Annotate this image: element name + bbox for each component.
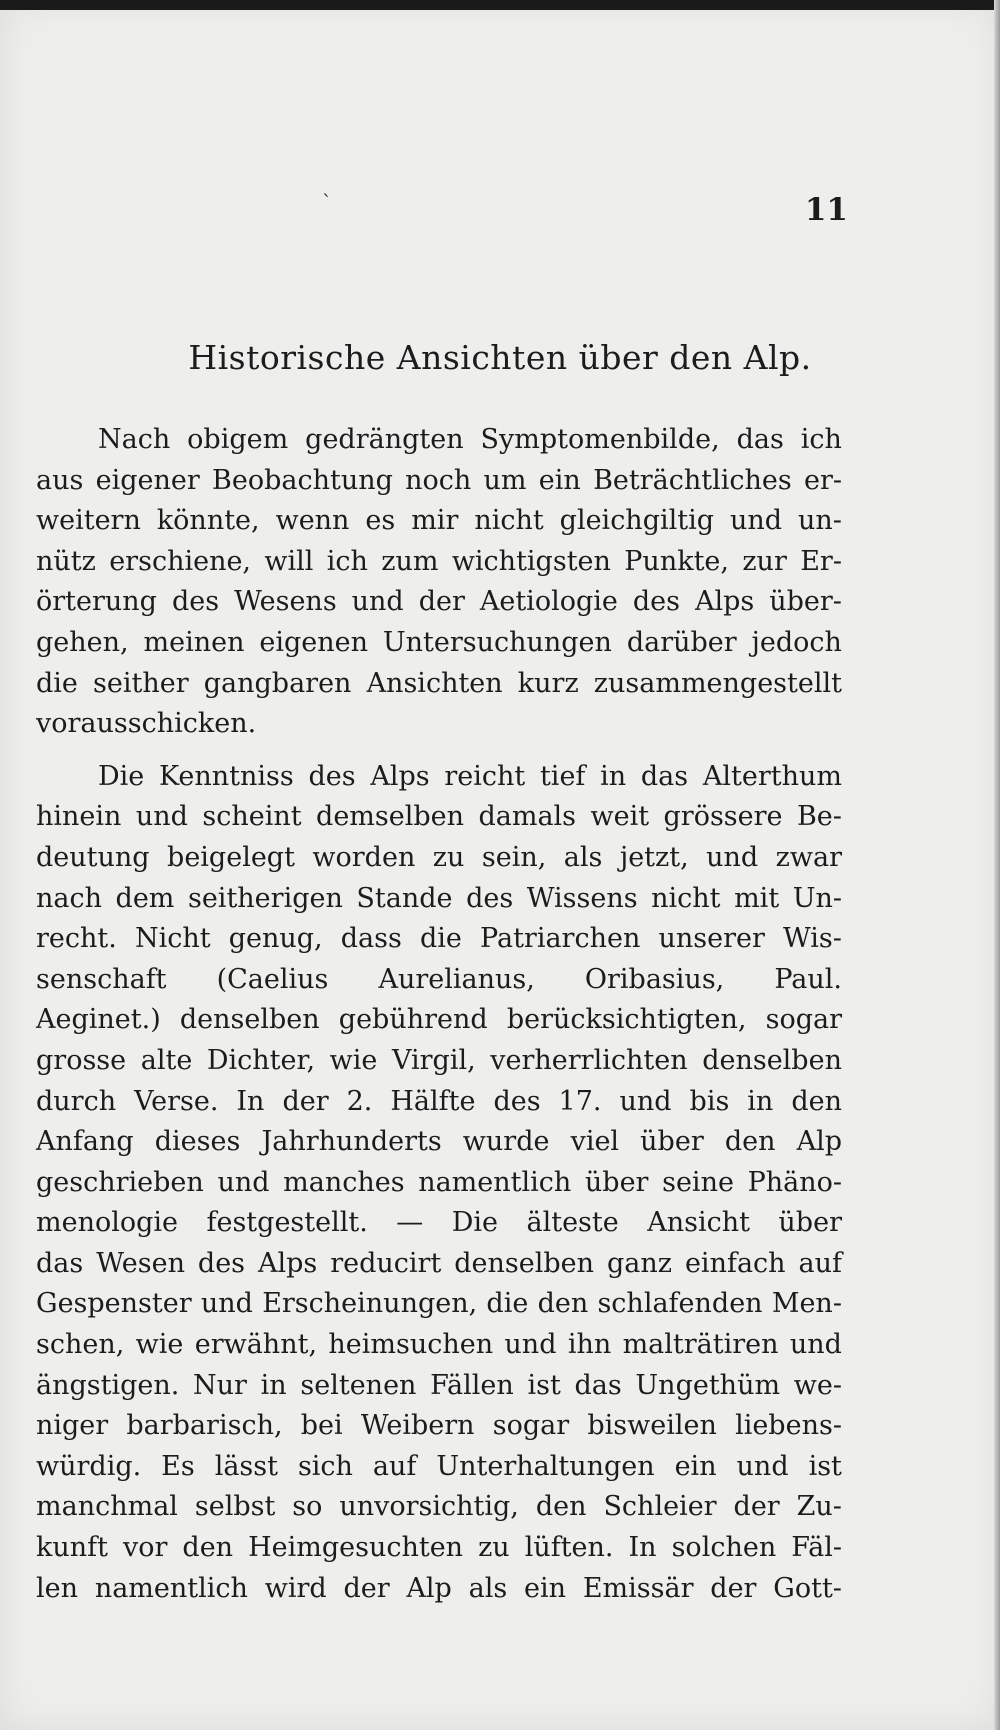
- word: eigenen: [259, 626, 368, 658]
- word: schlafenden: [597, 1288, 763, 1320]
- word: vor: [122, 1532, 168, 1564]
- word: würdig.: [36, 1450, 142, 1482]
- word: wichtigsten: [451, 545, 611, 577]
- word: seitherigen: [187, 882, 343, 914]
- word: un-: [798, 505, 842, 537]
- word: Er-: [800, 545, 842, 577]
- word: heimsuchen: [328, 1329, 494, 1361]
- word: viel: [570, 1126, 620, 1158]
- word: Unterhaltungen: [436, 1450, 655, 1482]
- word: senschaft: [36, 963, 167, 995]
- word: In: [628, 1532, 657, 1564]
- text-line: [36, 919, 842, 960]
- word: ich: [326, 545, 368, 577]
- word: seine: [662, 1166, 734, 1198]
- text-line: [36, 1244, 842, 1285]
- word: ist: [808, 1450, 842, 1482]
- word: über: [778, 1207, 842, 1239]
- word: Virgil,: [391, 1044, 476, 1076]
- word: des: [493, 1085, 541, 1117]
- word: genug,: [228, 923, 323, 955]
- word: das: [574, 1369, 622, 1401]
- word: alte: [140, 1044, 193, 1076]
- word: solchen: [671, 1532, 777, 1564]
- word: Beträchtliches: [593, 464, 792, 496]
- word: Nach: [98, 424, 171, 455]
- word: dem: [115, 882, 175, 914]
- word: den: [537, 1288, 589, 1320]
- word: noch: [405, 464, 472, 496]
- word: Stande: [356, 882, 453, 914]
- word: Alp: [796, 1126, 842, 1158]
- word: auf: [372, 1450, 417, 1482]
- text-line: [36, 420, 842, 461]
- word: gebührend: [338, 1004, 488, 1036]
- text-line: [36, 1203, 842, 1244]
- word: und: [217, 1166, 270, 1198]
- text-line: [36, 501, 842, 542]
- word: Wis-: [783, 923, 842, 955]
- word: selbst: [194, 1491, 276, 1523]
- word: den: [791, 1085, 842, 1117]
- word: denselben: [454, 1247, 595, 1279]
- word: Die: [98, 760, 145, 792]
- word: der: [733, 1491, 780, 1523]
- page-number: 11: [804, 192, 848, 228]
- word: über-: [769, 586, 842, 618]
- word: Gespenster: [36, 1288, 192, 1320]
- word: den: [535, 1491, 587, 1523]
- word: ängstigen.: [36, 1369, 180, 1401]
- word: erwähnt,: [194, 1329, 318, 1361]
- word: Un-: [792, 882, 842, 914]
- word: Alps: [258, 1247, 318, 1279]
- word: Ansicht: [647, 1207, 750, 1239]
- scan-right-edge: [994, 0, 1000, 1730]
- text-line: [36, 1325, 842, 1366]
- word: des: [197, 1247, 246, 1279]
- word: jetzt,: [619, 841, 689, 873]
- word: festgestellt.: [206, 1207, 368, 1239]
- word: vorausschicken.: [36, 708, 257, 740]
- word: gedrängten: [305, 424, 464, 455]
- word: Phäno-: [747, 1166, 842, 1198]
- word: grössere: [663, 801, 783, 833]
- word: unvorsichtig,: [339, 1491, 519, 1523]
- text-line: [36, 1447, 842, 1488]
- word: ein: [674, 1450, 717, 1482]
- word: wie: [329, 1044, 378, 1076]
- text-line: [36, 879, 842, 920]
- word: Gott-: [773, 1572, 842, 1604]
- word: den: [182, 1532, 234, 1564]
- word: durch: [36, 1085, 117, 1117]
- text-line: [36, 1041, 842, 1082]
- word: menologie: [36, 1207, 179, 1239]
- word: jedoch: [751, 626, 842, 658]
- word: weitern: [36, 505, 141, 537]
- word: Ansichten: [366, 667, 503, 699]
- word: ganz: [607, 1247, 672, 1279]
- word: und: [504, 1329, 557, 1361]
- word: hinein: [36, 801, 122, 833]
- text-line: [36, 1406, 842, 1447]
- text-line: [36, 542, 842, 583]
- word: Untersuchungen: [382, 626, 612, 658]
- word: Nicht: [134, 923, 211, 955]
- word: und: [736, 1450, 789, 1482]
- word: Beobachtung: [212, 464, 393, 496]
- word: scheint: [202, 801, 302, 833]
- text-line: [36, 1528, 842, 1569]
- word: Paul.: [774, 963, 842, 995]
- word: örterung: [36, 586, 157, 618]
- word: in: [747, 1085, 774, 1117]
- word: Dichter,: [206, 1044, 316, 1076]
- word: bei: [300, 1410, 343, 1442]
- word: (Caelius: [216, 963, 329, 995]
- text-line: [36, 704, 842, 745]
- paragraph: [36, 757, 842, 1609]
- word: Zu-: [796, 1491, 842, 1523]
- word: geschrieben: [36, 1166, 204, 1198]
- word: seltenen: [300, 1369, 417, 1401]
- word: manchmal: [36, 1491, 178, 1523]
- text-line: [36, 1000, 842, 1041]
- text-line: [36, 582, 842, 623]
- word: so: [292, 1491, 323, 1523]
- word: zu: [432, 841, 465, 873]
- word: und: [351, 586, 404, 618]
- word: des: [632, 586, 680, 618]
- word: und: [200, 1288, 253, 1320]
- word: Wesen: [96, 1247, 185, 1279]
- word: ein: [538, 464, 581, 496]
- scan-top-edge: [0, 0, 1000, 10]
- word: worden: [312, 841, 416, 873]
- word: sogar: [492, 1410, 570, 1442]
- word: denselben: [702, 1044, 842, 1076]
- word: Be-: [796, 801, 842, 833]
- word: barbarisch,: [126, 1410, 283, 1442]
- word: Ungethüm: [635, 1369, 781, 1401]
- word: damals: [478, 801, 577, 833]
- text-line: [36, 1284, 842, 1325]
- word: beigelegt: [167, 841, 295, 873]
- word: wurde: [462, 1126, 550, 1158]
- word: zur: [742, 545, 787, 577]
- word: in: [260, 1369, 287, 1401]
- word: Patriarchen: [480, 923, 641, 955]
- word: Punkte,: [624, 545, 729, 577]
- word: in: [600, 760, 627, 792]
- word: der: [282, 1085, 329, 1117]
- word: als: [563, 841, 603, 873]
- paragraph: [36, 420, 842, 745]
- word: und: [729, 505, 783, 537]
- word: nicht: [474, 505, 544, 537]
- word: Fällen: [430, 1369, 514, 1401]
- word: recht.: [36, 923, 117, 955]
- word: reicht: [444, 760, 526, 792]
- word: Erscheinungen,: [262, 1288, 478, 1320]
- word: wenn: [275, 505, 350, 537]
- word: ihn: [567, 1329, 612, 1361]
- word: gehen,: [36, 626, 129, 658]
- word: kurz: [517, 667, 579, 699]
- word: zum: [381, 545, 439, 577]
- word: bisweilen: [587, 1410, 717, 1442]
- word: reducirt: [330, 1247, 442, 1279]
- word: ein: [524, 1572, 567, 1604]
- word: namentlich: [418, 1166, 572, 1198]
- word: der: [343, 1572, 390, 1604]
- word: meinen: [143, 626, 245, 658]
- word: ist: [527, 1369, 561, 1401]
- word: das: [36, 1247, 84, 1279]
- word: grosse: [36, 1044, 127, 1076]
- word: wird: [264, 1572, 327, 1604]
- word: Verse.: [134, 1085, 219, 1117]
- word: zusammengestellt: [593, 667, 842, 699]
- word: nach: [36, 882, 102, 914]
- word: Oribasius,: [584, 963, 725, 995]
- word: unserer: [658, 923, 765, 955]
- word: Alp: [406, 1572, 452, 1604]
- text-line: [36, 1082, 842, 1123]
- word: Anfang: [36, 1126, 134, 1158]
- word: das: [736, 424, 784, 455]
- word: und: [619, 1085, 672, 1117]
- word: die: [486, 1288, 529, 1320]
- text-line: [36, 461, 842, 502]
- word: dass: [340, 923, 402, 955]
- word: nütz: [36, 545, 96, 577]
- word: —: [396, 1207, 424, 1239]
- word: einfach: [684, 1247, 786, 1279]
- word: Es: [161, 1450, 195, 1482]
- word: das: [640, 760, 689, 792]
- word: tief: [539, 760, 586, 792]
- text-line: [36, 1569, 842, 1610]
- word: die: [419, 923, 462, 955]
- word: des: [308, 760, 356, 792]
- word: Alps: [694, 586, 755, 618]
- word: Wesens: [234, 586, 337, 618]
- word: Fäl-: [791, 1532, 842, 1564]
- word: und: [789, 1329, 842, 1361]
- word: darüber: [626, 626, 737, 658]
- word: und: [706, 841, 759, 873]
- word: liebens-: [735, 1410, 842, 1442]
- word: Jahrhunderts: [261, 1126, 442, 1158]
- word: erschiene,: [109, 545, 252, 577]
- word: namentlich: [94, 1572, 248, 1604]
- word: deutung: [36, 841, 150, 873]
- word: mit: [734, 882, 780, 914]
- word: len: [36, 1572, 79, 1604]
- word: niger: [36, 1410, 109, 1442]
- text-line: [36, 1163, 842, 1204]
- word: aus: [36, 464, 84, 496]
- word: schen,: [36, 1329, 125, 1361]
- word: dieses: [154, 1126, 241, 1158]
- text-line: [36, 757, 842, 798]
- word: es: [365, 505, 396, 537]
- word: In: [236, 1085, 265, 1117]
- word: Alterthum: [702, 760, 842, 792]
- word: sogar: [765, 1004, 842, 1036]
- word: er-: [803, 464, 842, 496]
- word: we-: [793, 1369, 842, 1401]
- word: gangbaren: [203, 667, 352, 699]
- word: sein,: [481, 841, 547, 873]
- word: Alps: [370, 760, 430, 792]
- word: Nur: [193, 1369, 247, 1401]
- word: zu: [478, 1532, 510, 1564]
- word: malträtiren: [622, 1329, 779, 1361]
- word: um: [483, 464, 527, 496]
- word: bis: [689, 1085, 730, 1117]
- word: Emissär: [582, 1572, 694, 1604]
- word: lüften.: [524, 1532, 614, 1564]
- text-line: [36, 664, 842, 705]
- word: Men-: [771, 1288, 842, 1320]
- word: Aurelianus,: [378, 963, 535, 995]
- word: auf: [798, 1247, 842, 1279]
- word: wie: [135, 1329, 184, 1361]
- text-line: [36, 1122, 842, 1163]
- body-text: [36, 420, 842, 1609]
- word: nicht: [651, 882, 721, 914]
- word: sich: [297, 1450, 353, 1482]
- word: Wissens: [526, 882, 638, 914]
- text-line: [36, 623, 842, 664]
- word: eigener: [95, 464, 200, 496]
- word: Weibern: [360, 1410, 475, 1442]
- word: Heimgesuchten: [248, 1532, 464, 1564]
- word: könnte,: [156, 505, 260, 537]
- stray-mark: `: [322, 190, 332, 214]
- word: des: [466, 882, 514, 914]
- text-line: [36, 797, 842, 838]
- word: demselben: [316, 801, 465, 833]
- text-line: [36, 1487, 842, 1528]
- word: Aeginet.): [36, 1004, 161, 1036]
- word: des: [171, 586, 220, 618]
- word: verherrlichten: [490, 1044, 688, 1076]
- word: obigem: [187, 424, 289, 455]
- text-line: [36, 1366, 842, 1407]
- word: berücksichtigten,: [506, 1004, 747, 1036]
- word: Aetiologie: [479, 586, 618, 618]
- word: ich: [800, 424, 842, 455]
- word: die: [36, 667, 78, 699]
- word: und: [135, 801, 188, 833]
- word: seither: [93, 667, 189, 699]
- word: denselben: [179, 1004, 320, 1036]
- word: 2.: [346, 1085, 373, 1117]
- word: kunft: [36, 1532, 108, 1564]
- word: lässt: [214, 1450, 278, 1482]
- word: als: [468, 1572, 508, 1604]
- word: über: [584, 1166, 649, 1198]
- word: gleichgiltig: [559, 505, 715, 537]
- text-line: [36, 960, 842, 1001]
- word: der: [418, 586, 465, 618]
- word: über: [640, 1126, 704, 1158]
- word: weit: [590, 801, 650, 833]
- word: will: [264, 545, 314, 577]
- word: Symptomenbilde,: [480, 424, 720, 455]
- word: Schleier: [603, 1491, 717, 1523]
- section-heading: Historische Ansichten über den Alp.: [188, 338, 812, 377]
- word: älteste: [526, 1207, 619, 1239]
- word: manches: [283, 1166, 405, 1198]
- word: den: [724, 1126, 776, 1158]
- word: Kenntniss: [158, 760, 294, 792]
- word: mir: [411, 505, 459, 537]
- word: zwar: [775, 841, 842, 873]
- word: Hälfte: [390, 1085, 476, 1117]
- text-line: [36, 838, 842, 879]
- word: 17.: [558, 1085, 602, 1117]
- word: der: [710, 1572, 757, 1604]
- word: Die: [451, 1207, 499, 1239]
